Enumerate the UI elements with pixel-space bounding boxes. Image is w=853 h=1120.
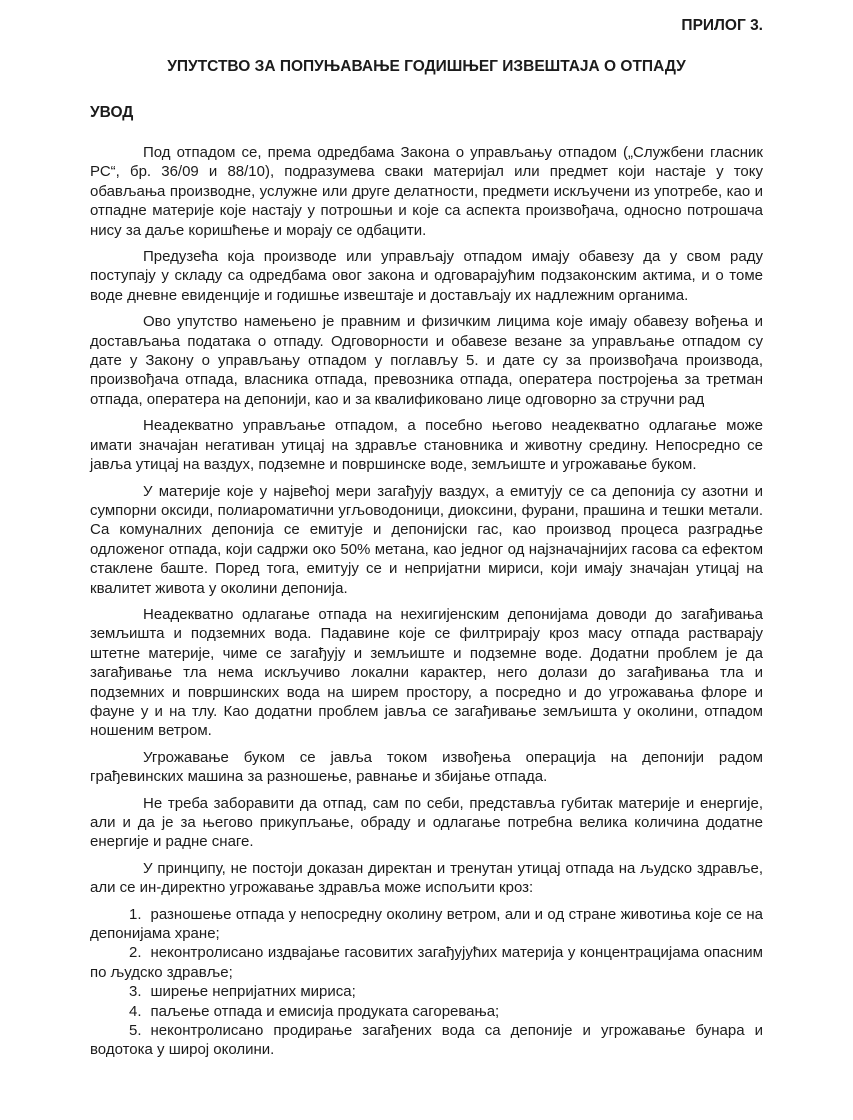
list-item-text: паљење отпада и емисија продуката сагоревања;	[150, 1002, 500, 1020]
list-item-text: неконтролисано продирање загађених вода са депоније и угрожавање бунара и водотока у широј околини.	[90, 1022, 763, 1059]
list-item-number: 3.	[129, 983, 142, 1001]
annex-label: ПРИЛОГ 3.	[681, 17, 763, 34]
paragraph-inadequate-management: Неадекватно управљање отпадом, а посебно његово неадекватно одлагање може имати значајан негативан утицај на здравље становника и животну средину. Непосредно се јавља утицај на ваздух, подземне и површинске воде, земљиште и угрожавање буком.	[90, 417, 763, 474]
document-title: УПУТСТВО ЗА ПОПУЊАВАЊЕ ГОДИШЊЕГ ИЗВЕШТАЈА О ОТПАДУ	[167, 58, 686, 75]
paragraph-material-energy-loss: Не треба заборавити да отпад, сам по себи, представља губитак материје и енергије, али и да је за његово прикупљање, обраду и одлагање потребна велика количина додатне енергије и радне снаге.	[90, 794, 763, 851]
list-item-2	[90, 943, 763, 982]
paragraph-noise: Угрожавање буком се јавља током извођења операција на депонији радом грађевинских машина за разношење, равнање и збијање отпада.	[90, 748, 763, 786]
list-item-4	[90, 1002, 763, 1021]
paragraph-soil-water-pollution: Неадекватно одлагање отпада на нехигијенским депонијама доводи до загађивања земљишта и подземних вода. Падавине које се филтрирају кроз масу отпада растварају штетне материје, чиме се загађују и земљиште и подземне воде. Додатни проблем је да загађивање тла нема искључиво локални карактер, него долази до загађивања тла и подземних и површинских вода на ширем простору, а посредно и до угрожавања флоре и фауне у и на тлу. Као додатни проблем јавља се загађивање земљишта у околини, отпадом ношеним ветром.	[90, 605, 763, 740]
list-item-3	[90, 982, 763, 1001]
paragraph-health-impact-intro: У принципу, не постоји доказан директан и тренутан утицај отпада на људско здравље, али се ин-директно угрожавање здравља може испољити кроз:	[90, 859, 763, 897]
health-impact-list	[90, 905, 763, 1060]
list-item-number: 5.	[129, 1022, 142, 1040]
section-heading-uvod: УВОД	[90, 104, 134, 121]
list-item-number: 4.	[129, 1002, 142, 1020]
list-item-number: 2.	[129, 944, 142, 962]
paragraph-instruction-audience: Ово упутство намењено је правним и физичким лицима које имају обавезу вођења и достављања података о отпаду. Одговорности и обавезе везане за управљање отпадом су дате у Закону о управљању отпадом у поглављу 5. и дате су за произвођача производа, произвођача отпада, власника отпада, превозника отпада, оператера постројења за третман отпада, оператера на депонији, као и за квалификовано лице одговорно за стручни рад	[90, 313, 763, 408]
list-item-text: неконтролисано издвајање гасовитих загађујућих материја у концентрацијама опасним по људско здравље;	[90, 944, 763, 981]
list-item-text: разношење отпада у непосредну околину ветром, али и од стране животиња које се на депонијама хране;	[90, 905, 763, 943]
list-item-5	[90, 1021, 763, 1060]
paragraph-air-pollution: У материје које у највећој мери загађују ваздух, а емитују се са депонија су азотни и сумпорни оксиди, полиароматични угљоводоници, диоксини, фурани, прашина и тешки метали. Са комуналних депонија се емитује и депонијски гас, као производ процеса разградње одложеног отпада, који садржи око 50% метана, као једног од најзначајнијих гасова са ефектом стаклене баште. Поред тога, емитују се и непријатни мириси, који имају значајан утицај на квалитет живота у околини депонија.	[90, 482, 763, 597]
list-item-1	[90, 905, 763, 944]
list-item-text: ширење непријатних мириса;	[150, 983, 356, 1001]
paragraph-company-obligations: Предузећа која производе или управљају отпадом имају обавезу да у свом раду поступају у складу са одредбама овог закона и одговарајућим подзаконским актима, и о томе воде дневне евиденције и годишње извештаје и достављају их надлежним органима.	[90, 248, 763, 304]
paragraph-waste-definition: Под отпадом се, према одредбама Закона о управљању отпадом („Службени гласник РС“, бр. 36/09 и 88/10), подразумева сваки материјал или предмет који настаје у току обављања производне, услужне или друге делатности, предмети искључени из употребе, као и отпадне материје које настају у потрошњи и које са аспекта произвођача, односно потрошача нису за даље коришћење и морају се одбацити.	[90, 144, 763, 239]
list-item-number: 1.	[129, 905, 142, 923]
